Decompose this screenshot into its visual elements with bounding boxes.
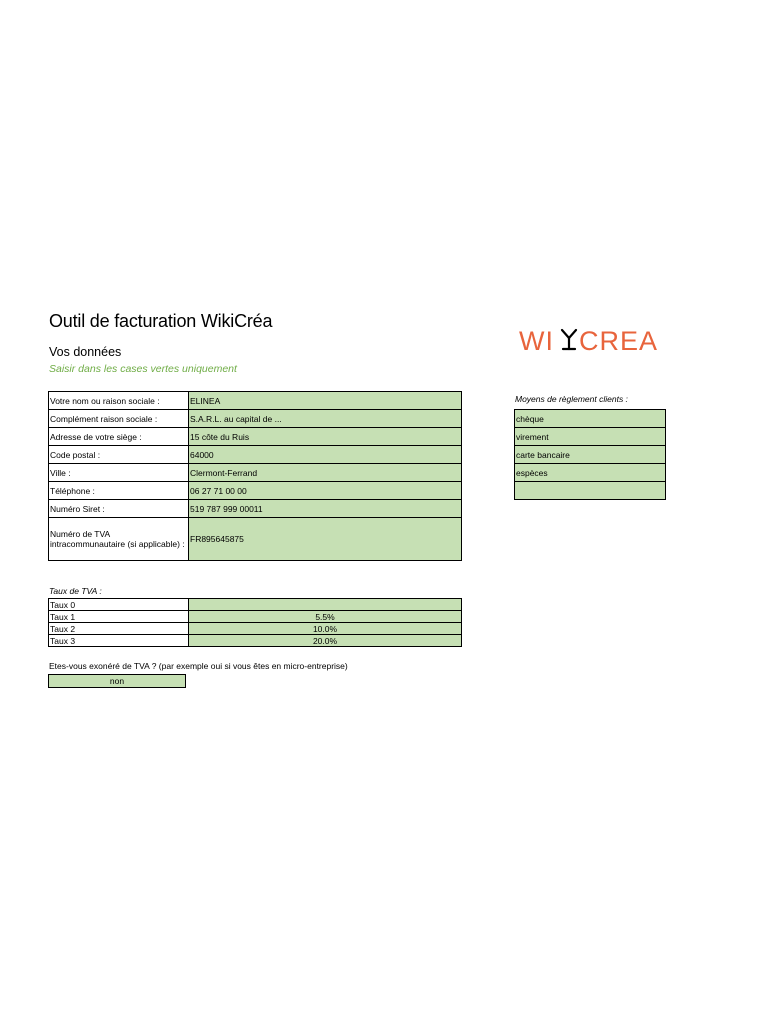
rate-label: Taux 1 — [49, 611, 189, 623]
vat-number-field[interactable]: FR895645875 — [189, 518, 462, 561]
svg-text:CREA: CREA — [579, 326, 659, 356]
tva-title: Taux de TVA : — [49, 586, 102, 596]
field-label: Votre nom ou raison sociale : — [49, 392, 189, 410]
rate-value-field[interactable]: 5.5% — [189, 611, 462, 623]
exoneration-question: Etes-vous exonéré de TVA ? (par exemple oui si vous êtes en micro-entreprise) — [49, 661, 348, 671]
table-row — [49, 410, 462, 428]
table-row — [49, 611, 462, 623]
table-row — [49, 428, 462, 446]
svg-text:WI: WI — [519, 326, 554, 356]
table-row — [49, 464, 462, 482]
payment-method-cell[interactable]: espèces — [515, 464, 666, 482]
exoneration-table — [48, 674, 186, 688]
field-label: Adresse de votre siège : — [49, 428, 189, 446]
section-subtitle: Vos données — [49, 345, 122, 359]
payment-method-cell[interactable]: virement — [515, 428, 666, 446]
postal-code-field[interactable]: 64000 — [189, 446, 462, 464]
table-row — [49, 500, 462, 518]
payment-method-cell[interactable]: carte bancaire — [515, 446, 666, 464]
page-title: Outil de facturation WikiCréa — [49, 311, 273, 331]
field-label: Numéro de TVA intracommunautaire (si applicable) : — [49, 518, 189, 561]
field-label: Numéro Siret : — [49, 500, 189, 518]
table-row — [49, 623, 462, 635]
table-row — [49, 446, 462, 464]
rate-value-field[interactable]: 10.0% — [189, 623, 462, 635]
exoneration-field[interactable]: non — [49, 675, 186, 688]
siret-field[interactable]: 519 787 999 00011 — [189, 500, 462, 518]
payment-method-cell[interactable] — [515, 482, 666, 500]
table-row — [515, 446, 666, 464]
rate-label: Taux 2 — [49, 623, 189, 635]
table-row — [49, 482, 462, 500]
payment-methods-title: Moyens de règlement clients : — [515, 394, 628, 404]
tva-rates-table — [48, 598, 462, 647]
company-name-field[interactable]: ELINEA — [189, 392, 462, 410]
field-label: Complément raison sociale : — [49, 410, 189, 428]
table-row — [515, 410, 666, 428]
rate-value-field[interactable]: 20.0% — [189, 635, 462, 647]
city-field[interactable]: Clermont-Ferrand — [189, 464, 462, 482]
wikicrea-logo — [519, 318, 659, 358]
rate-label: Taux 0 — [49, 599, 189, 611]
payment-method-cell[interactable]: chèque — [515, 410, 666, 428]
instruction-hint: Saisir dans les cases vertes uniquement — [49, 363, 237, 375]
table-row — [515, 428, 666, 446]
table-row — [49, 675, 186, 688]
table-row — [49, 392, 462, 410]
table-row — [515, 464, 666, 482]
company-complement-field[interactable]: S.A.R.L. au capital de ... — [189, 410, 462, 428]
table-row — [515, 482, 666, 500]
table-row — [49, 599, 462, 611]
rate-label: Taux 3 — [49, 635, 189, 647]
rate-value-field[interactable] — [189, 599, 462, 611]
payment-methods-table — [514, 409, 666, 500]
company-info-table — [48, 391, 462, 561]
field-label: Ville : — [49, 464, 189, 482]
address-field[interactable]: 15 côte du Ruis — [189, 428, 462, 446]
table-row — [49, 635, 462, 647]
field-label: Téléphone : — [49, 482, 189, 500]
table-row — [49, 518, 462, 561]
phone-field[interactable]: 06 27 71 00 00 — [189, 482, 462, 500]
field-label: Code postal : — [49, 446, 189, 464]
